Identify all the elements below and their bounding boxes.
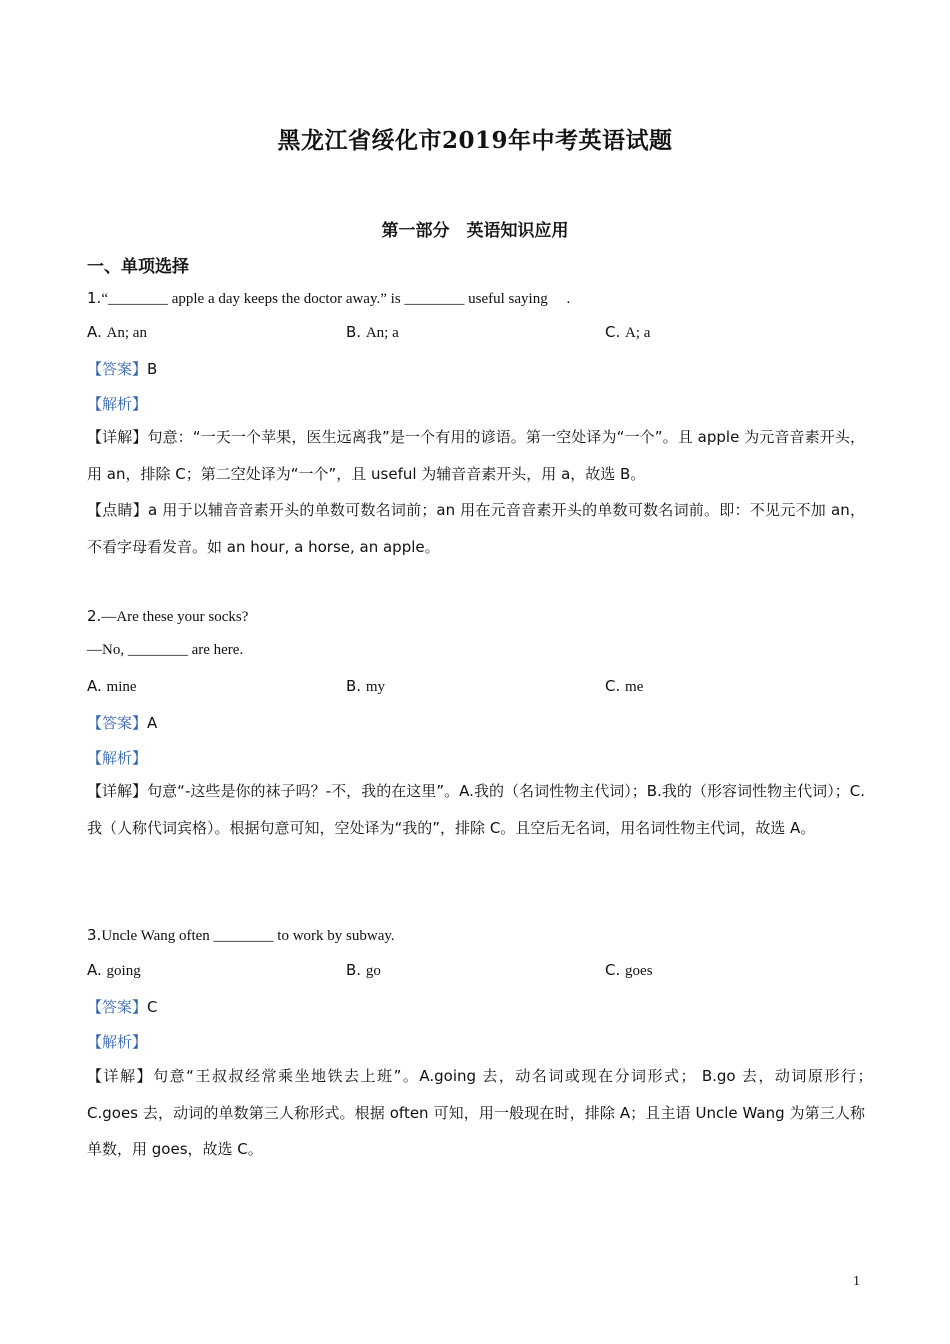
- analysis-label: 【解析】: [87, 749, 148, 767]
- option-a: A. An; an: [87, 323, 147, 341]
- answer-value: C: [147, 998, 158, 1016]
- page-number: 1: [853, 1274, 860, 1289]
- question-1: [87, 287, 865, 308]
- answer-value: B: [147, 360, 158, 378]
- option-c: C. A; a: [605, 323, 651, 341]
- answer-line: 【答案】A: [87, 714, 158, 732]
- option-b: B. my: [346, 677, 386, 695]
- exam-title: 黑龙江省绥化市2019年中考英语试题: [277, 127, 673, 154]
- option-b: B. An; a: [346, 323, 399, 341]
- section-heading: 一、单项选择: [87, 257, 189, 277]
- detail-paragraph: 【详解】句意：“一天一个苹果，医生远离我”是一个有用的谚语。第一空处译为“一个”。且 apple 为元音音素开头，用 an，排除 C；第二空处译为“一个”，且 useful 为辅音音素开头，用 a，故选 B。: [87, 428, 865, 483]
- question-3: [87, 926, 865, 945]
- detail-paragraph: 【详解】句意“-这些是你的袜子吗？-不，我的在这里”。A.我的（名词性物主代词）；B.我的（形容词性物主代词）；C.我（人称代词宾格）。根据句意可知，空处译为“我的”，排除 C。且空后无名词，用名词性物主代词，故选 A。: [87, 782, 865, 837]
- question-number: 1.: [87, 289, 102, 307]
- question-number: 2.: [87, 607, 102, 625]
- answer-line: 【答案】C: [87, 998, 158, 1016]
- detail-paragraph: 【详解】句意“王叔叔经常乘坐地铁去上班”。A.going 去，动名词或现在分词形式； B.go 去，动词原形行； C.goes 去，动词的单数第三人称形式。根据 often 可知，用一般现在时，排除 A；且主语 Uncle Wang 为第三人称单数，用 goes，故选 C。: [87, 1067, 895, 1158]
- question-2: [87, 607, 865, 626]
- answer-line: 【答案】B: [87, 360, 158, 378]
- option-a: A. going: [87, 961, 141, 979]
- analysis-label: 【解析】: [87, 395, 148, 413]
- option-a: A. mine: [87, 677, 137, 695]
- option-c: C. goes: [605, 961, 653, 979]
- question-stem: —Are these your socks?: [101, 609, 249, 625]
- part-heading: 第一部分 英语知识应用: [381, 221, 569, 241]
- answer-value: A: [147, 714, 158, 732]
- tip-paragraph: 【点睛】a 用于以辅音音素开头的单数可数名词前；an 用在元音音素开头的单数可数名词前。即：不见元不加 an，不看字母看发音。如 an hour, a horse, an apple。: [87, 501, 865, 556]
- question-stem: “________ apple a day keeps the doctor away.” is ________ useful saying .: [101, 291, 571, 307]
- question-stem: Uncle Wang often ________ to work by subway.: [101, 928, 395, 944]
- question-number: 3.: [87, 926, 102, 944]
- option-c: C. me: [605, 677, 644, 695]
- analysis-label: 【解析】: [87, 1033, 148, 1051]
- option-b: B. go: [346, 961, 381, 979]
- question-stem-line-2: —No, ________ are here.: [87, 642, 244, 658]
